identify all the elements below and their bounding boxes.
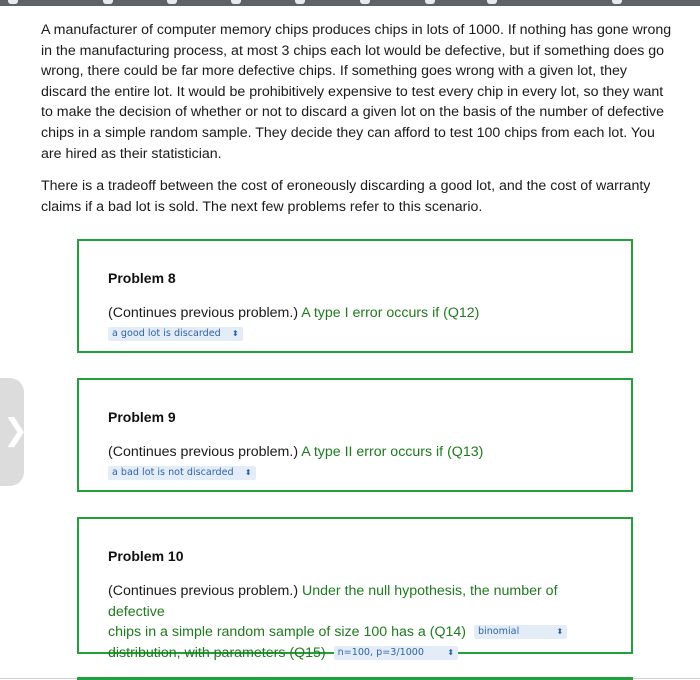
top-toolbar-strip <box>0 0 700 6</box>
toolbar-tab[interactable] <box>360 0 370 4</box>
select-value: n=100, p=3/1000 <box>337 646 425 658</box>
side-panel-toggle[interactable] <box>0 378 29 486</box>
scenario-paragraph: A manufacturer of computer memory chips produces chips in lots of 1000. If nothing has gone wrong in the manufacturing process, at most 3 chips each lot would be defective, but if something does go wrong, there could be far more defective chips. If something goes wrong with a given lot, they discard the entire lot. It would be prohibitively expensive to test every chip in every lot, so they want to make the decision of whether or not to discard a given lot on the basis of the number of defective chips in a simple random sample. They decide they can afford to test 100 chips from each lot. You are hired as their statistician. <box>41 22 672 162</box>
toolbar-tab[interactable] <box>231 0 241 4</box>
toolbar-tab[interactable] <box>487 0 497 4</box>
problem-question <box>108 303 618 324</box>
question-prefix: (Continues previous problem.) <box>108 305 302 321</box>
question-prefix: (Continues previous problem.) <box>108 444 302 460</box>
q15-select[interactable] <box>334 646 458 660</box>
updown-arrow-icon: ⬍ <box>232 329 239 338</box>
toolbar-tab[interactable] <box>425 0 435 4</box>
toolbar-tab[interactable] <box>103 0 113 4</box>
problem-10-card <box>77 517 633 661</box>
q12-select[interactable] <box>108 327 243 341</box>
problem-title: Problem 9 <box>108 409 176 425</box>
question-text-line2: chips in a simple random sample of size 100 has a (Q14) <box>108 624 467 641</box>
problem-question <box>108 442 618 463</box>
tradeoff-paragraph: There is a tradeoff between the cost of eroneously discarding a good lot, and the cost of warranty claims if a bad lot is sold. The next few problems refer to this scenario. <box>41 178 651 215</box>
problem-9-card <box>77 378 633 492</box>
toolbar-tab[interactable] <box>612 0 622 4</box>
updown-arrow-icon: ⬍ <box>556 627 564 637</box>
question-prefix: (Continues previous problem.) <box>108 583 302 599</box>
q14-select[interactable] <box>474 625 567 639</box>
problem-title: Problem 8 <box>108 270 176 286</box>
problem-title: Problem 10 <box>108 548 184 564</box>
scenario-text <box>41 20 673 217</box>
updown-arrow-icon: ⬍ <box>447 647 455 657</box>
problem-question <box>108 581 618 663</box>
problem-8-card <box>77 239 633 353</box>
select-value: a bad lot is not discarded <box>112 467 234 478</box>
select-value: a good lot is discarded <box>112 328 221 339</box>
updown-arrow-icon: ⬍ <box>244 468 252 477</box>
question-text: A type I error occurs if (Q12) <box>301 305 480 321</box>
question-text-line3: distribution, with parameters (Q15) <box>108 644 326 661</box>
select-value: binomial <box>477 626 520 638</box>
q13-select[interactable] <box>108 466 256 480</box>
question-text: A type II error occurs if (Q13) <box>301 444 484 460</box>
toolbar-tab[interactable] <box>295 0 305 4</box>
toolbar-tab[interactable] <box>167 0 177 4</box>
question-text: Under the null hypothesis, the number of defective <box>108 583 558 620</box>
toolbar-tab[interactable] <box>8 0 18 4</box>
chevron-right-icon: ❯ <box>3 413 29 448</box>
